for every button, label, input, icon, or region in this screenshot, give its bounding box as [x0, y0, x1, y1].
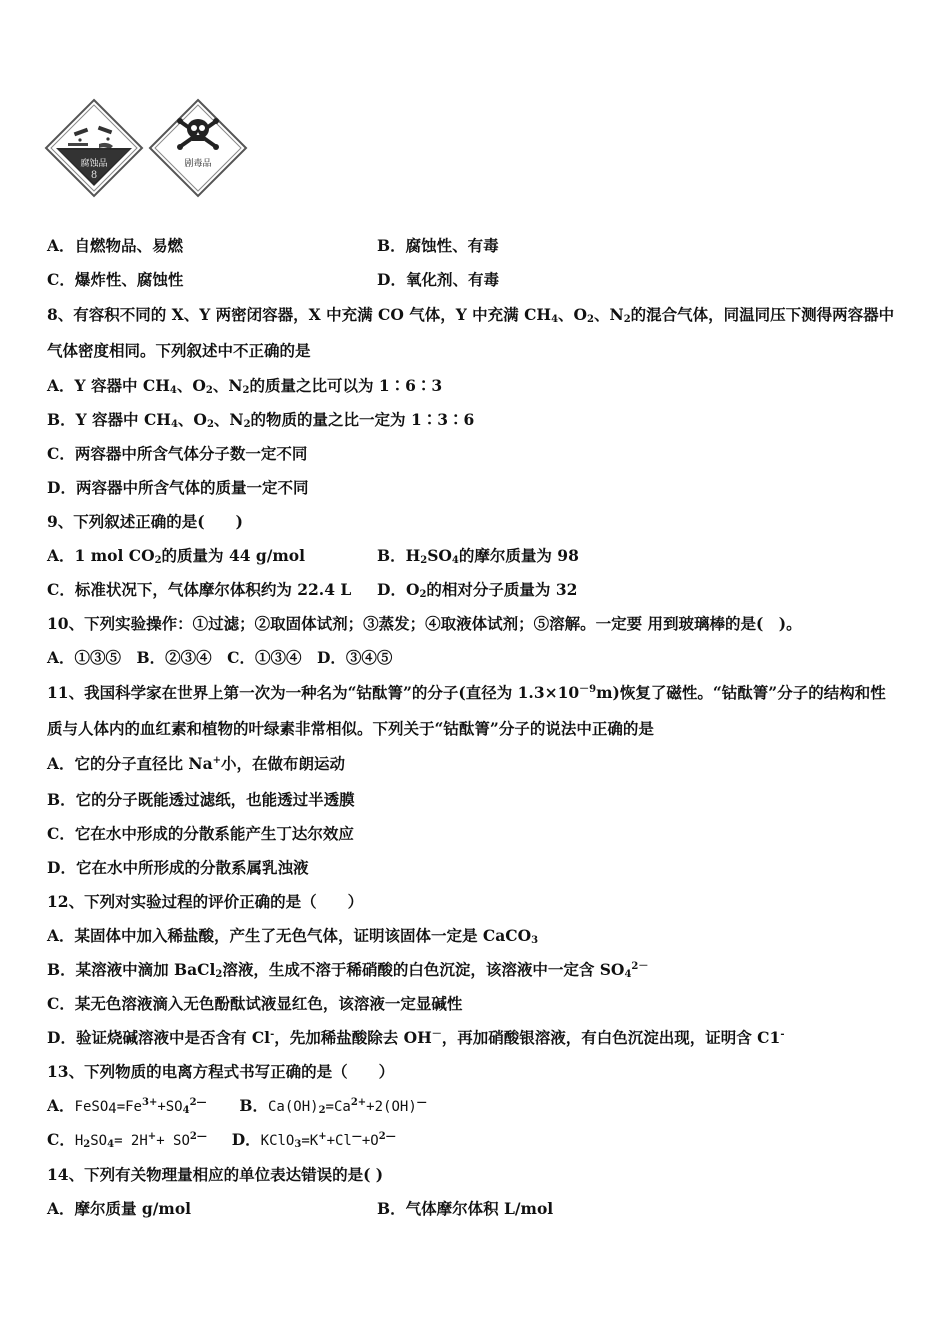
q13-c-part: + SO [156, 1133, 190, 1149]
q8-stem-line2: 气体密度相同。下列叙述中不正确的是 [47, 341, 311, 360]
q8-option-c: C．两容器中所含气体分子数一定不同 [47, 444, 308, 463]
q8-option-b: B．Y 容器中 $CH_4$、$O_2$、$N_2$的物质的量之比一定为 1∶3∶6 [47, 410, 475, 430]
q12-option-a: A．某固体中加入稀盐酸，产生了无色气体，证明该固体一定是 CaCO$_3$ [47, 926, 539, 946]
q13-stem: 13、下列物质的电离方程式书写正确的是（ ） [47, 1062, 395, 1081]
toxic-label: 剧毒品 [184, 159, 212, 169]
q8-a-part: 的质量之比可以为 1∶6∶3 [249, 376, 443, 395]
q12-a-part: A．某固体中加入稀盐酸，产生了无色气体，证明该固体一定是 CaCO [47, 926, 532, 945]
q8-stem-part: 的混合气体，同温同压下测得两容器中 [630, 305, 895, 324]
q14-stem: 14、下列有关物理量相应的单位表达错误的是( ) [47, 1165, 384, 1184]
q12-d-sup: － [431, 1029, 442, 1040]
corrosive-sign [44, 98, 144, 198]
corrosive-label: 腐蚀品 [80, 159, 108, 169]
q9-option-a: A．1 mol $CO_2$的质量为 44 g/mol [47, 546, 306, 566]
q9-option-b: B．$H_2SO_4$的摩尔质量为 98 [377, 546, 579, 566]
q12-b-sup: 2－ [631, 961, 649, 972]
q9-b-part: SO [427, 546, 452, 565]
q11-exponent: －9 [579, 684, 597, 695]
q11-stem-line2: 质与人体内的血红素和植物的叶绿素非常相似。下列关于“钴酞箐”分子的说法中正确的是 [47, 719, 654, 738]
q12-d-sup: - [270, 1029, 275, 1040]
q9-option-d: D．$O_2$的相对分子质量为 32 [377, 580, 578, 600]
q10-stem: 10、下列实验操作：①过滤；②取固体试剂；③蒸发；④取液体试剂；⑤溶解。一定要 用到玻璃棒的是( )。 [47, 614, 802, 633]
q11-a-sup: + [212, 755, 222, 766]
q8-b-part: 、O [177, 410, 207, 429]
q13-a-part: =Fe [116, 1099, 142, 1115]
q8-a-part: A．Y 容器中 CH [47, 376, 170, 395]
q12-d-part: ，先加稀盐酸除去 OH [274, 1028, 432, 1047]
q12-stem: 12、下列对实验过程的评价正确的是（ ） [47, 892, 364, 911]
q9-d-part: 的相对分子质量为 32 [426, 580, 578, 599]
skull-crossbones-icon [148, 98, 248, 198]
q12-b-part: B．某溶液中滴加 BaCl [47, 960, 216, 979]
q9-option-c: C．标准状况下，气体摩尔体积约为 22.4 L [47, 580, 352, 599]
q12-d-part: ，再加硝酸银溶液，有白色沉淀出现，证明含 C1 [441, 1028, 781, 1047]
q10-options: A．①③⑤ B．②③④ C．①③④ D．③④⑤ [47, 648, 393, 667]
toxic-sign [148, 98, 248, 198]
q11-stem-part: m)恢复了磁性。“钴酞箐”分子的结构和性 [596, 683, 886, 702]
q13-c-part: H [74, 1133, 84, 1149]
corrosive-number: 8 [90, 170, 98, 181]
hazard-signs [44, 98, 254, 202]
q8-option-a: A．Y 容器中 $CH_4$、$O_2$、$N_2$的质量之比可以为 1∶6∶3 [47, 376, 443, 396]
q9-d-part: D．O [377, 580, 420, 599]
q13-d-part: +Cl [326, 1133, 352, 1149]
q13-d-part: KClO [260, 1133, 295, 1149]
q12-d-part: D．验证烧碱溶液中是否含有 Cl [47, 1028, 271, 1047]
q7-option-d: D．氧化剂、有毒 [377, 270, 499, 289]
q13-options-ab: A．$FeSO_4=Fe^{3+}+SO_4^{2—}$ B．$Ca(OH)_2=Ca^{2+}+2(OH)^—$ [47, 1096, 427, 1117]
q9-a-part: 的质量为 44 g/mol [161, 546, 306, 565]
q14-option-a: A．摩尔质量 g/mol [47, 1199, 192, 1218]
q7-option-b: B．腐蚀性、有毒 [377, 236, 499, 255]
q12-b-part: 溶液，生成不溶于稀硝酸的白色沉淀，该溶液中一定含 SO [222, 960, 625, 979]
q9-b-part: B．H [377, 546, 421, 565]
q8-stem-line1: 8、有容积不同的 X、Y 两密闭容器，X 中充满 CO 气体，Y 中充满 $CH_4$、$O_2$、$N_2$的混合气体，同温同压下测得两容器中 [47, 305, 895, 325]
q9-a-part: A．1 mol CO [47, 546, 155, 565]
q11-stem-line1 [47, 683, 886, 703]
q8-option-d: D．两容器中所含气体的质量一定不同 [47, 478, 309, 497]
q8-b-part: 、N [213, 410, 244, 429]
q8-b-part: 的物质的量之比一定为 1∶3∶6 [250, 410, 475, 429]
q13-a-part: +SO [157, 1099, 183, 1115]
q8-b-part: B．Y 容器中 CH [47, 410, 171, 429]
q11-stem-part: 11、我国科学家在世界上第一次为一种名为“钴酞箐”的分子(直径为 1.3×10 [47, 683, 580, 702]
q7-option-a: A．自燃物品、易燃 [47, 236, 184, 255]
q13-a-label: A． [47, 1096, 75, 1115]
q8-stem-part: 、N [594, 305, 624, 324]
q12-option-b: B．某溶液中滴加 BaCl$_2$溶液，生成不溶于稀硝酸的白色沉淀，该溶液中一定含 $SO_4^{2-}$ [47, 960, 649, 980]
q13-b-part: =Ca [325, 1099, 351, 1115]
q11-option-a [47, 754, 345, 774]
q13-b-part: +2(OH) [366, 1099, 417, 1115]
q11-option-d: D．它在水中所形成的分散系属乳浊液 [47, 858, 309, 877]
q13-options-cd: C．$H_2SO_4= 2H^++ SO^{2—}$ D．$KClO_3=K^++Cl^—+O^{2—}$ [47, 1130, 396, 1150]
q8-a-part: 、O [176, 376, 206, 395]
q8-stem-part: 、O [558, 305, 588, 324]
q12-option-d [47, 1028, 784, 1048]
q13-c-part: = 2H [114, 1133, 148, 1149]
q13-c-label: C． [47, 1130, 75, 1149]
corrosive-icon [44, 98, 144, 198]
q13-d-part: =K [301, 1133, 319, 1149]
q13-b-part: Ca(OH) [267, 1099, 319, 1115]
q13-c-part: SO [90, 1133, 108, 1149]
q8-a-part: 、N [212, 376, 243, 395]
q11-option-c: C．它在水中形成的分散系能产生丁达尔效应 [47, 824, 354, 843]
q8-stem-part: 8、有容积不同的 X、Y 两密闭容器，X 中充满 CO 气体，Y 中充满 CH [47, 305, 552, 324]
q7-option-c: C．爆炸性、腐蚀性 [47, 270, 184, 289]
q9-stem: 9、下列叙述正确的是( ) [47, 512, 243, 531]
q12-option-c: C．某无色溶液滴入无色酚酞试液显红色，该溶液一定显碱性 [47, 994, 463, 1013]
q13-d-label: D． [231, 1130, 261, 1149]
q13-b-label: B． [239, 1096, 268, 1115]
q13-d-part: +O [361, 1133, 379, 1149]
q12-d-sup: - [780, 1029, 785, 1040]
q11-a-part: 小，在做布朗运动 [221, 754, 346, 773]
q13-a-part: FeSO [74, 1099, 109, 1115]
q11-a-part: A．它的分子直径比 Na [47, 754, 213, 773]
q14-option-b: B．气体摩尔体积 L/mol [377, 1199, 554, 1218]
q9-b-part: 的摩尔质量为 98 [458, 546, 579, 565]
q11-option-b: B．它的分子既能透过滤纸，也能透过半透膜 [47, 790, 355, 809]
